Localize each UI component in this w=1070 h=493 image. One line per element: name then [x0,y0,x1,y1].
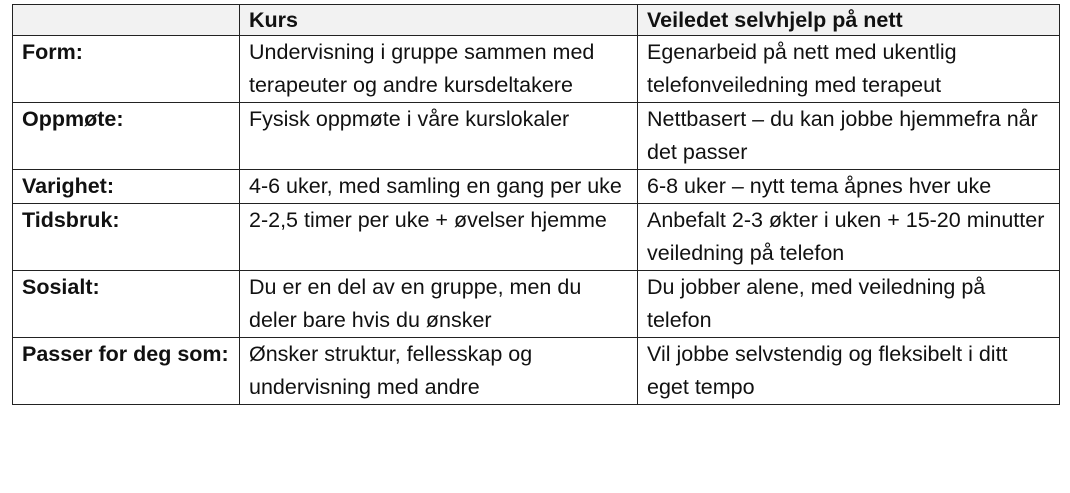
row-label-varighet: Varighet: [13,170,240,204]
table-header [13,5,1060,36]
cell-passer-kurs: Ønsker struktur, fellesskap og undervisning med andre [240,338,638,405]
comparison-table-container [12,4,1059,405]
comparison-table [12,4,1060,405]
header-cell-nett: Veiledet selvhjelp på nett [638,5,1060,36]
row-label-tidsbruk: Tidsbruk: [13,204,240,271]
header-row [13,5,1060,36]
cell-tidsbruk-nett: Anbefalt 2-3 økter i uken + 15-20 minutter veiledning på telefon [638,204,1060,271]
row-label-passer: Passer for deg som: [13,338,240,405]
cell-form-nett: Egenarbeid på nett med ukentlig telefonveiledning med terapeut [638,36,1060,103]
cell-passer-nett: Vil jobbe selvstendig og fleksibelt i ditt eget tempo [638,338,1060,405]
table-row-form [13,36,1060,103]
table-row-oppmote [13,103,1060,170]
cell-form-kurs: Undervisning i gruppe sammen med terapeuter og andre kursdeltakere [240,36,638,103]
cell-oppmote-kurs: Fysisk oppmøte i våre kurslokaler [240,103,638,170]
cell-varighet-nett: 6-8 uker – nytt tema åpnes hver uke [638,170,1060,204]
table-body [13,36,1060,405]
header-cell-empty [13,5,240,36]
table-row-varighet [13,170,1060,204]
cell-tidsbruk-kurs: 2-2,5 timer per uke + øvelser hjemme [240,204,638,271]
row-label-form: Form: [13,36,240,103]
row-label-sosialt: Sosialt: [13,271,240,338]
row-label-oppmote: Oppmøte: [13,103,240,170]
table-row-passer [13,338,1060,405]
cell-sosialt-nett: Du jobber alene, med veiledning på telefon [638,271,1060,338]
cell-oppmote-nett: Nettbasert – du kan jobbe hjemmefra når det passer [638,103,1060,170]
table-row-tidsbruk [13,204,1060,271]
cell-varighet-kurs: 4-6 uker, med samling en gang per uke [240,170,638,204]
cell-sosialt-kurs: Du er en del av en gruppe, men du deler bare hvis du ønsker [240,271,638,338]
table-row-sosialt [13,271,1060,338]
header-cell-kurs: Kurs [240,5,638,36]
